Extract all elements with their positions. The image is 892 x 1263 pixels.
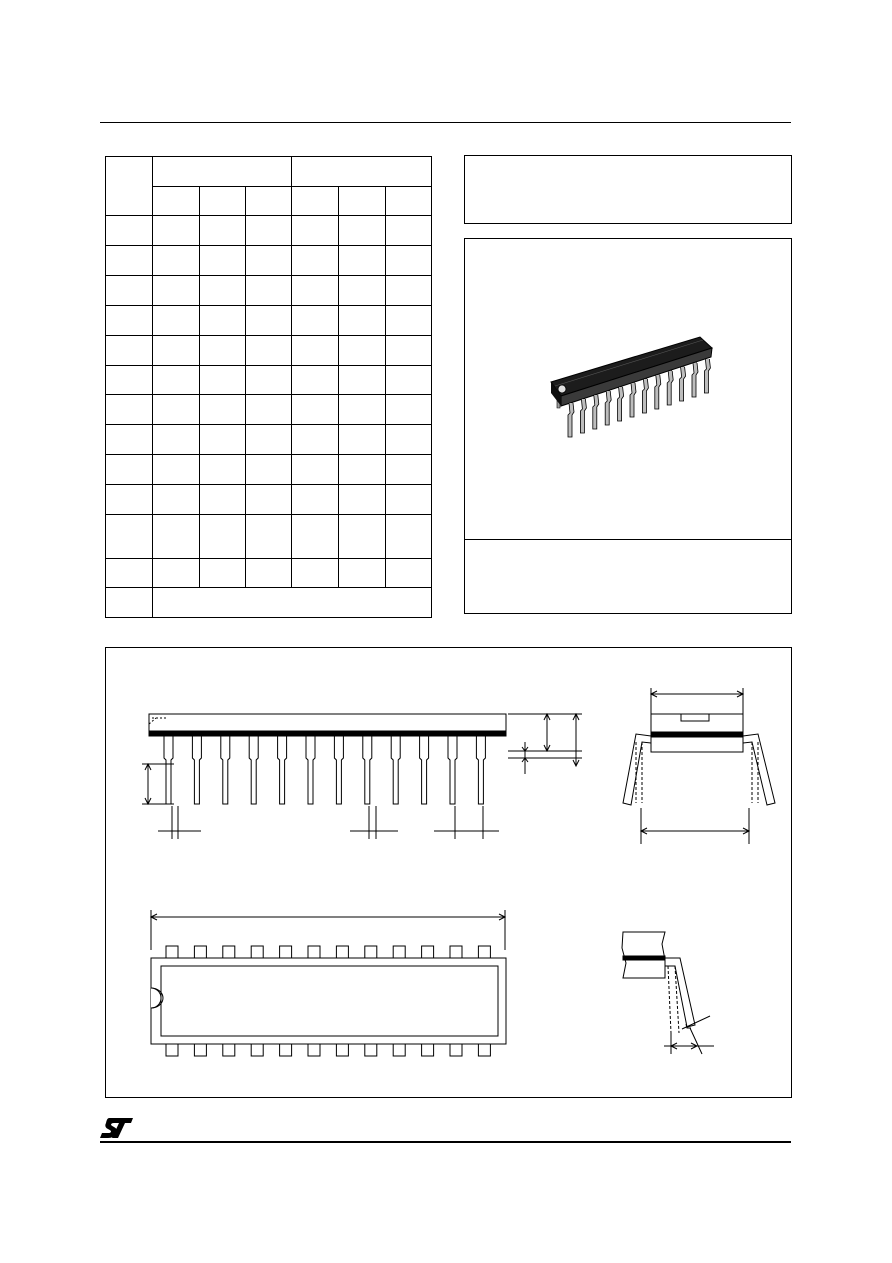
table-notes-row <box>106 588 432 618</box>
photo-pin-front <box>704 359 710 393</box>
top-pin <box>336 946 348 958</box>
side-pin <box>391 736 400 804</box>
top-pin <box>166 946 178 958</box>
table-row <box>106 515 432 559</box>
top-pin <box>450 946 462 958</box>
bottom-pin <box>450 1044 462 1056</box>
package-drawing-sheet <box>106 648 793 1099</box>
bottom-pin <box>223 1044 235 1056</box>
st-logo-icon <box>100 1117 134 1139</box>
bottom-pin <box>166 1044 178 1056</box>
package-photo-box <box>464 238 792 614</box>
bottom-pin <box>365 1044 377 1056</box>
top-pin <box>251 946 263 958</box>
side-pin <box>476 736 485 804</box>
photo-pin-front <box>680 367 686 401</box>
mechanical-drawing-box <box>105 647 792 1098</box>
table-row <box>106 485 432 515</box>
table-row <box>106 395 432 425</box>
header-rule <box>100 122 791 123</box>
table-header-row <box>106 157 432 187</box>
photo-pin-front <box>580 399 586 433</box>
inch-group-header <box>292 157 432 187</box>
bottom-pin <box>422 1044 434 1056</box>
photo-pin-front <box>655 375 661 409</box>
bottom-pin <box>251 1044 263 1056</box>
top-pin <box>393 946 405 958</box>
dim-header-cell <box>106 157 153 216</box>
table-row <box>106 425 432 455</box>
photo-pin-front <box>593 395 599 429</box>
side-pin <box>278 736 287 804</box>
photo-pin-front <box>630 383 636 417</box>
photo-pin-front <box>642 379 648 413</box>
package-end-view-drawing <box>623 688 775 844</box>
table-row <box>106 559 432 588</box>
photo-pin-front <box>667 371 673 405</box>
side-pin <box>221 736 230 804</box>
top-pin <box>194 946 206 958</box>
side-pin <box>306 736 315 804</box>
photo-divider <box>465 539 791 540</box>
side-pin <box>164 736 173 804</box>
table-row <box>106 366 432 395</box>
photo-pin-front <box>568 403 574 437</box>
bottom-pin <box>280 1044 292 1056</box>
table-row <box>106 336 432 366</box>
package-top-view-drawing <box>151 910 506 1056</box>
side-pin <box>448 736 457 804</box>
photo-pin-front <box>605 391 611 425</box>
top-pin <box>223 946 235 958</box>
table-row <box>106 246 432 276</box>
table-row <box>106 455 432 485</box>
bottom-pin <box>393 1044 405 1056</box>
dimension-table <box>105 156 432 618</box>
side-pin <box>192 736 201 804</box>
photo-pin-front <box>618 387 624 421</box>
mm-group-header <box>153 157 292 187</box>
dip-package-photo <box>465 239 793 539</box>
table-subheader-row <box>106 187 432 216</box>
footer-rule <box>100 1141 791 1143</box>
top-pin <box>280 946 292 958</box>
side-pin <box>363 736 372 804</box>
top-pin <box>365 946 377 958</box>
lead-detail-drawing <box>622 932 714 1054</box>
table-row <box>106 216 432 246</box>
package-side-view-drawing <box>142 714 582 839</box>
outline-title-box <box>464 155 792 224</box>
top-pin <box>478 946 490 958</box>
top-pin <box>422 946 434 958</box>
bottom-pin <box>336 1044 348 1056</box>
side-pin <box>420 736 429 804</box>
bottom-pin <box>478 1044 490 1056</box>
table-row <box>106 276 432 306</box>
bottom-pin <box>308 1044 320 1056</box>
table-row <box>106 306 432 336</box>
notes-cell <box>153 588 432 618</box>
photo-pin-front <box>692 363 698 397</box>
side-pin <box>334 736 343 804</box>
top-pin <box>308 946 320 958</box>
bottom-pin <box>194 1044 206 1056</box>
side-pin <box>249 736 258 804</box>
